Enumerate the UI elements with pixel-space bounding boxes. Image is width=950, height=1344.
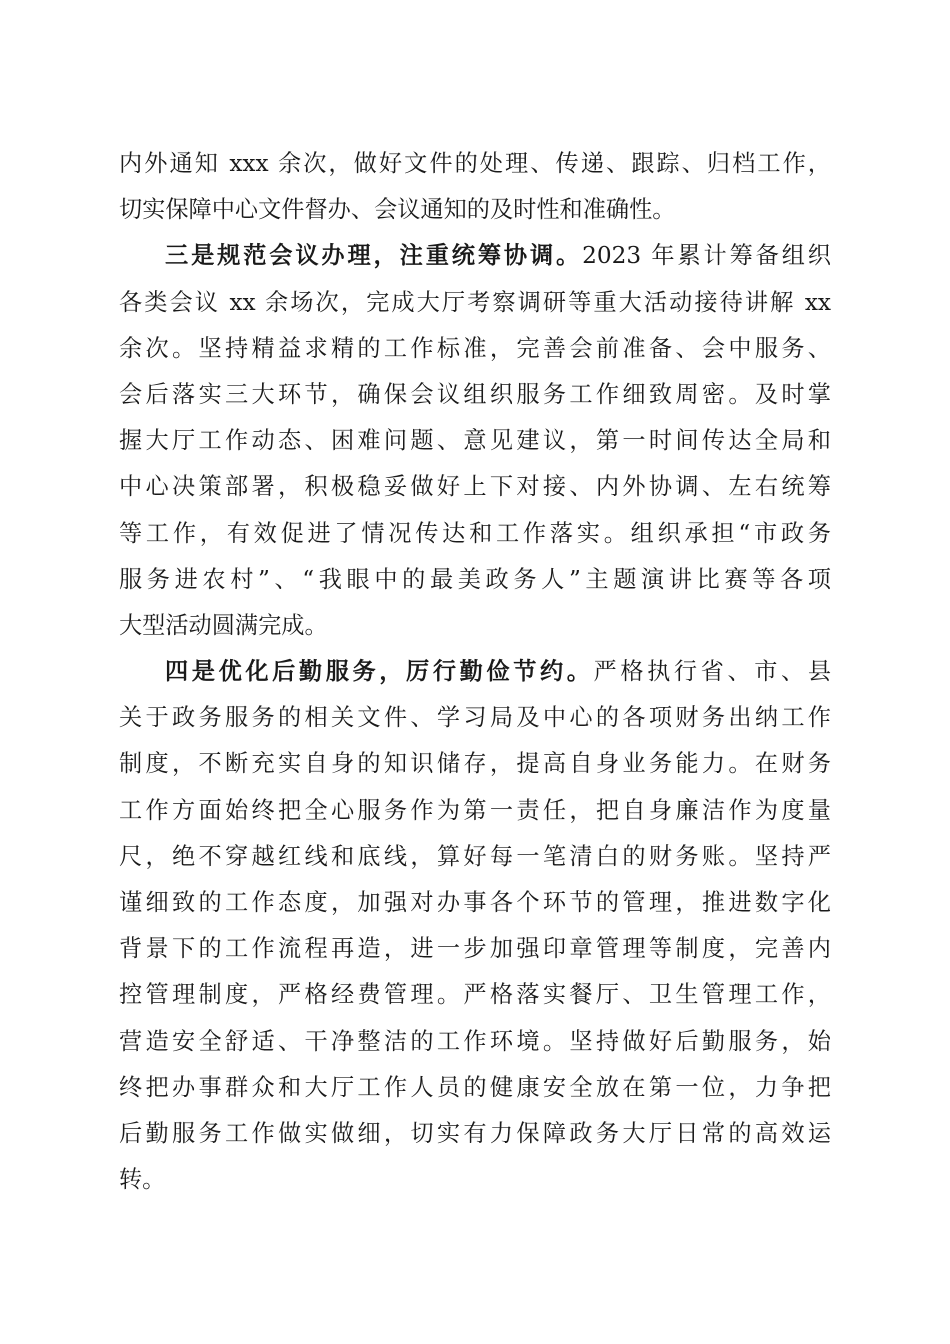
- paragraph-line: 控管理制度，严格经费管理。严格落实餐厅、卫生管理工作，: [119, 981, 831, 1009]
- paragraph-line: 后勤服务工作做实做细，切实有力保障政务大厅日常的高效运: [119, 1119, 831, 1147]
- paragraph-line-text: 2023 年累计筹备组织: [582, 242, 831, 270]
- paragraph-line: 背景下的工作流程再造，进一步加强印章管理等制度，完善内: [119, 935, 831, 963]
- paragraph-first-line: [119, 649, 831, 695]
- paragraph-line: 内外通知 xxx 余次，做好文件的处理、传递、跟踪、归档工作，: [119, 150, 831, 177]
- document-body: [119, 141, 831, 1203]
- paragraph-line: 尺，绝不穿越红线和底线，算好每一笔清白的财务账。坚持严: [119, 842, 831, 870]
- paragraph-file-handling: [119, 141, 831, 233]
- paragraph-meeting-management: [119, 233, 831, 649]
- paragraph-line: 谨细致的工作态度，加强对办事各个环节的管理，推进数字化: [119, 889, 831, 916]
- paragraph-line: 等工作，有效促进了情况传达和工作落实。组织承担“市政务: [119, 519, 831, 547]
- paragraph-heading: 三是规范会议办理，注重统筹协调。: [165, 242, 583, 270]
- paragraph-line: 营造安全舒适、干净整洁的工作环境。坚持做好后勤服务，始: [119, 1027, 831, 1055]
- paragraph-line: 中心决策部署，积极稳妥做好上下对接、内外协调、左右统筹: [119, 473, 831, 501]
- paragraph-line: 各类会议 xx 余场次，完成大厅考察调研等重大活动接待讲解 xx: [119, 288, 831, 316]
- paragraph-logistics-service: [119, 649, 831, 1203]
- paragraph-line: 服务进农村”、“我眼中的最美政务人”主题演讲比赛等各项: [119, 565, 831, 593]
- paragraph-line: 余次。坚持精益求精的工作标准，完善会前准备、会中服务、: [119, 334, 831, 362]
- paragraph-line: 会后落实三大环节，确保会议组织服务工作细致周密。及时掌: [119, 380, 831, 408]
- paragraph-line: 切实保障中心文件督办、会议通知的及时性和准确性。: [119, 196, 676, 224]
- paragraph-line: 工作方面始终把全心服务作为第一责任，把自身廉洁作为度量: [119, 796, 831, 824]
- paragraph-line: 终把办事群众和大厅工作人员的健康安全放在第一位，力争把: [119, 1073, 831, 1101]
- paragraph-line: 握大厅工作动态、困难问题、意见建议，第一时间传达全局和: [119, 427, 831, 455]
- paragraph-line: 大型活动圆满完成。: [119, 611, 328, 639]
- paragraph-line: 关于政务服务的相关文件、学习局及中心的各项财务出纳工作: [119, 704, 831, 732]
- paragraph-line-text: 严格执行省、市、县: [593, 658, 831, 686]
- paragraph-heading: 四是优化后勤服务，厉行勤俭节约。: [165, 658, 594, 686]
- paragraph-first-line: [119, 233, 831, 279]
- paragraph-line: 制度，不断充实自身的知识储存，提高自身业务能力。在财务: [119, 750, 831, 778]
- paragraph-line: 转。: [119, 1166, 166, 1194]
